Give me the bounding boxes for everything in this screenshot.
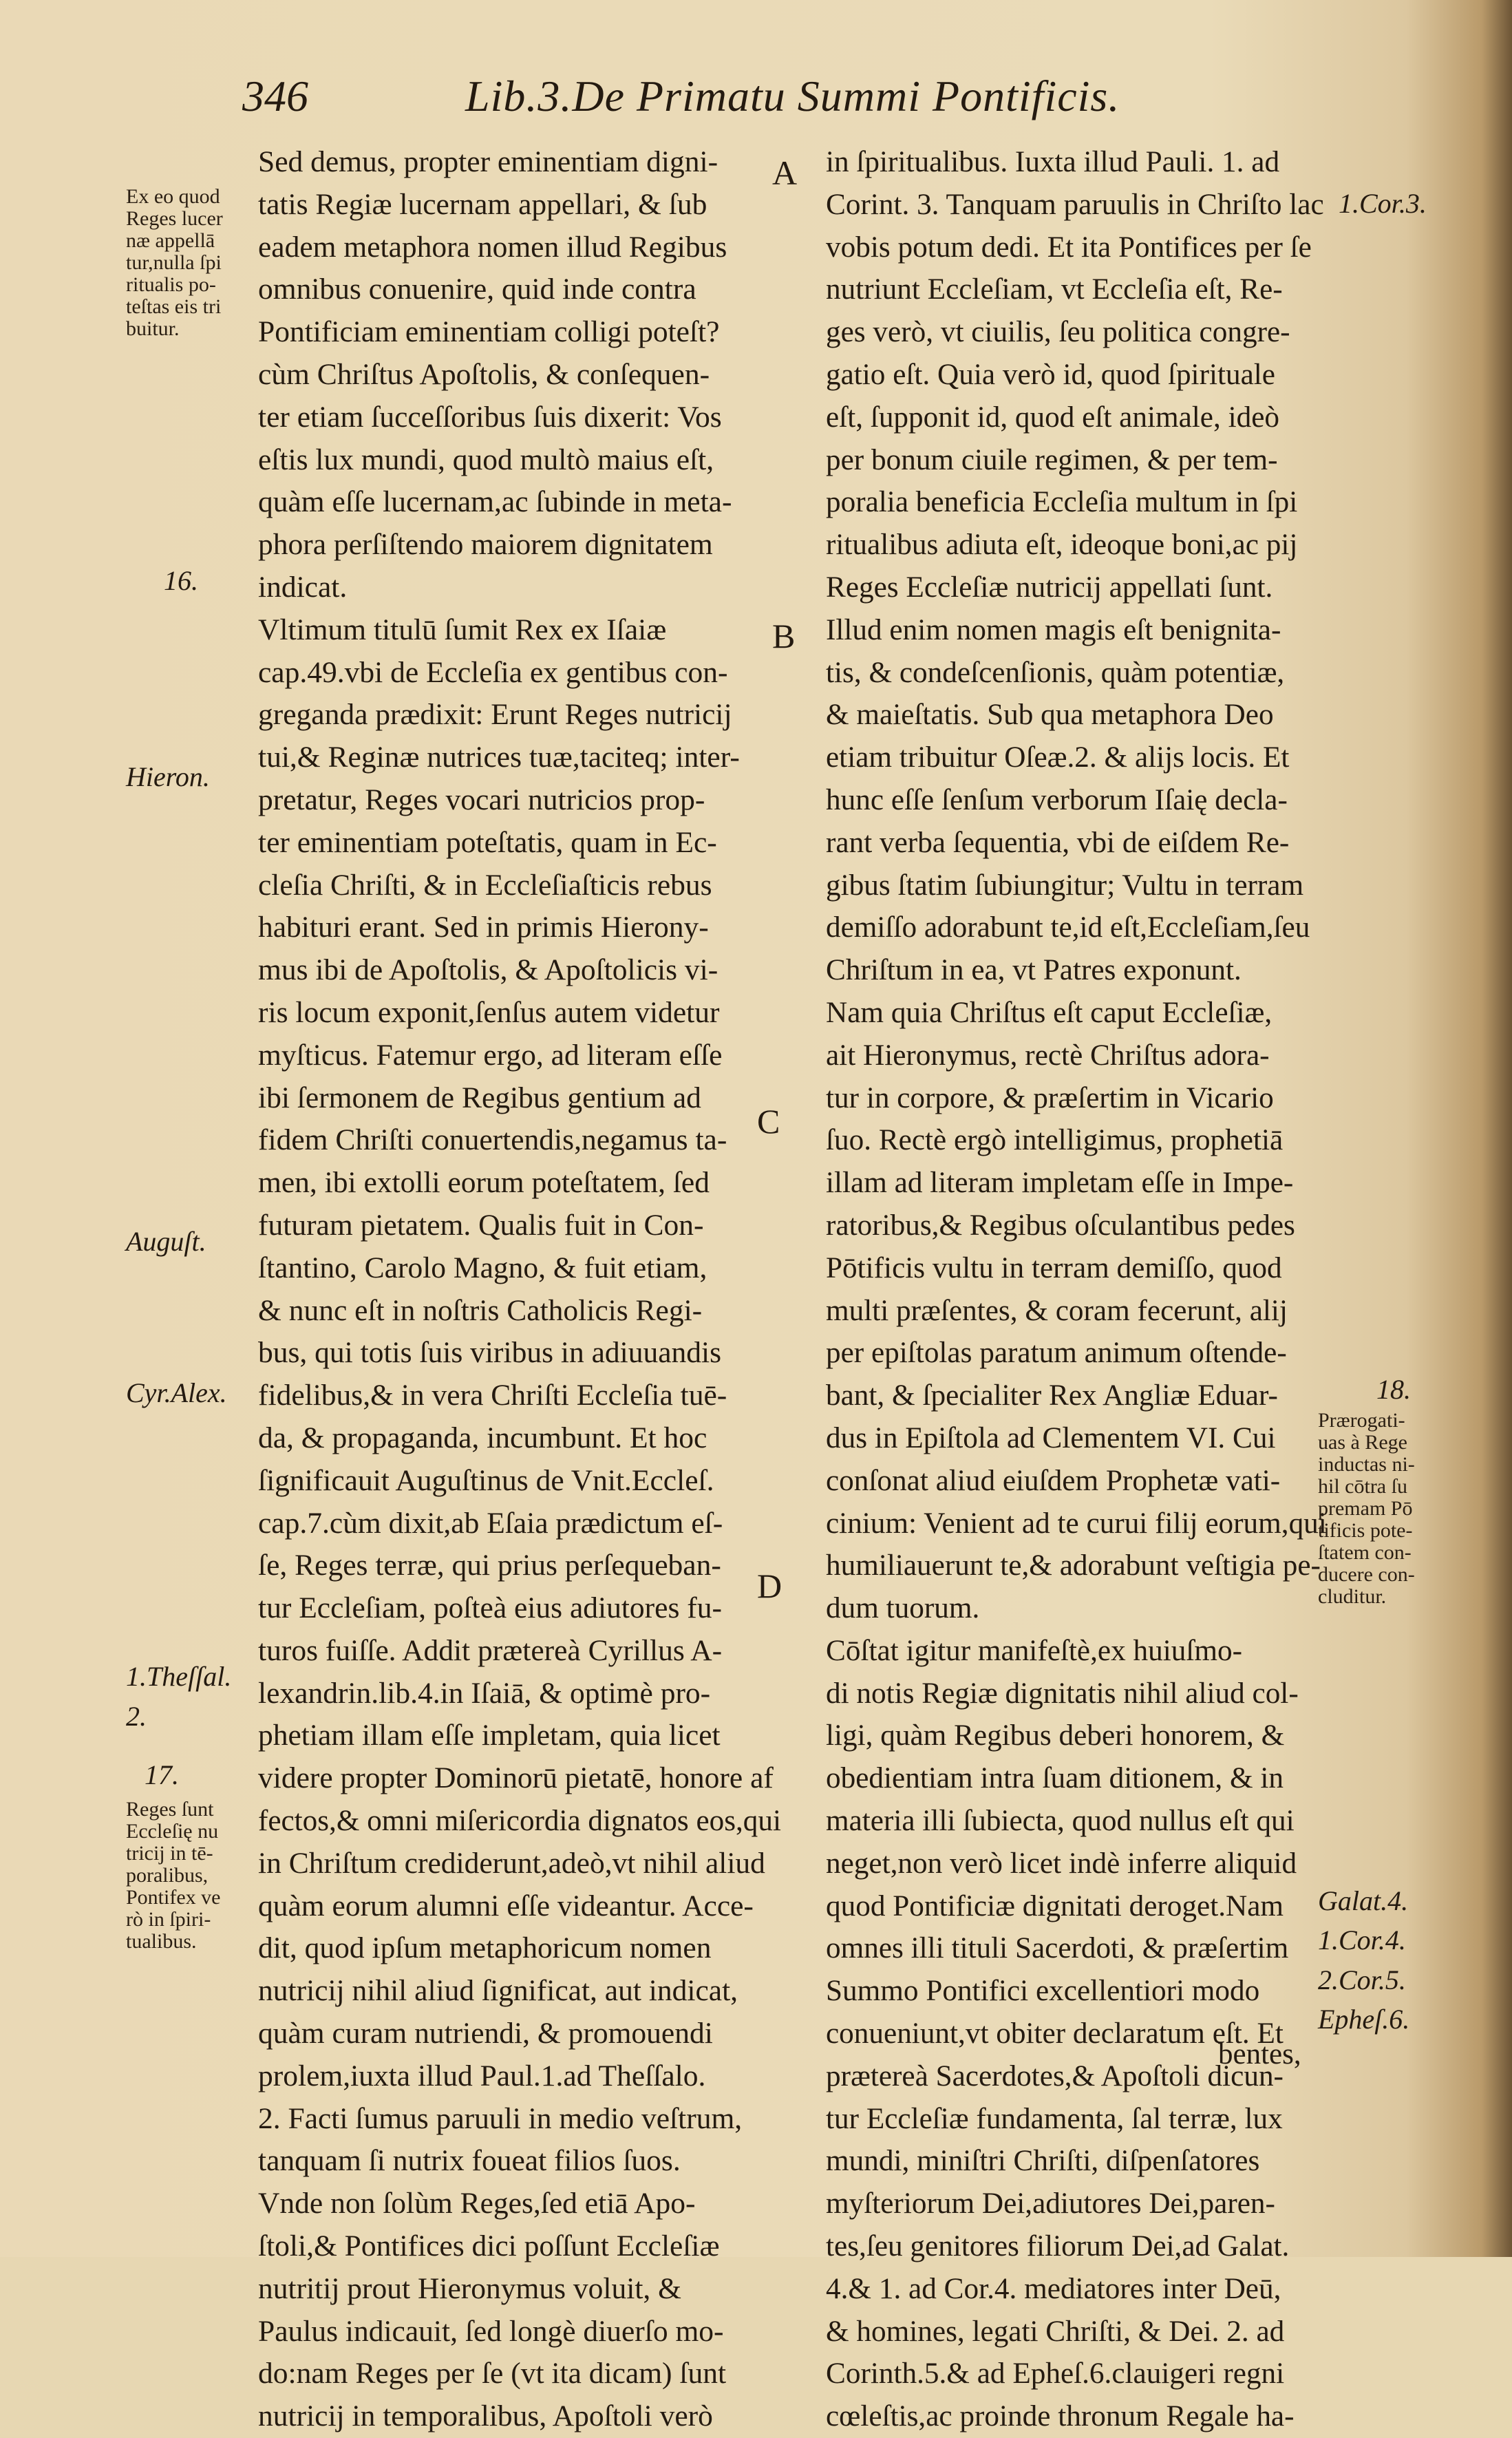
left-column-line: prolem,iuxta illud Paul.1.ad Theſſalo. [258,2059,706,2092]
catchword: bentes, [1218,2038,1301,2070]
left-column-line: Sed demus, propter eminentiam digni- [258,145,718,178]
right-column-line: illam ad literam impletam eſſe in Impe- [826,1166,1294,1200]
right-column-line: tis, & condeſcenſionis, quàm potentiæ, [826,655,1285,689]
left-column-line: turos fuiſſe. Addit prætereà Cyrillus A- [258,1633,723,1667]
right-column-line: vobis potum dedi. Et ita Pontifices per ſe [826,230,1312,264]
right-column-line: bant, & ſpecialiter Rex Angliæ Eduar- [826,1379,1278,1412]
right-column-line: nutriunt Eccleſiam, vt Eccleſia eſt, Re- [826,273,1283,306]
margin-ref-august: Auguſt. [126,1226,206,1257]
left-column-line: dit, quod ipſum metaphoricum nomen [258,1931,712,1965]
right-column-line: di notis Regiæ dignitatis nihil aliud col- [826,1676,1299,1710]
right-column-line: Corint. 3. Tanquam paruulis in Chriſto lac [826,187,1324,221]
right-column-line: ratoribus,& Regibus oſculantibus pedes [826,1208,1295,1242]
left-column-line: ris locum exponit,ſenſus autem videtur [258,995,720,1029]
right-column-line: ligi, quàm Regibus deberi honorem, & [826,1719,1285,1752]
left-column-line: da, & propaganda, incumbunt. Et hoc [258,1421,707,1454]
left-column-line: mus ibi de Apoſtolis, & Apoſtolicis vi- [258,953,718,987]
left-column-line: ſe, Reges terræ, qui prius perſequeban- [258,1549,721,1582]
margin-ref-thessal: 1.Theſſal. [126,1661,232,1692]
left-column-line: nutricij nihil aliud ſignificat, aut indicat, [258,1974,738,2008]
right-column-line: ritualibus adiuta eſt, ideoque boni,ac pij [826,528,1298,562]
margin-ref-thessal-chapter: 2. [126,1701,147,1732]
right-column-line: quod Pontificiæ dignitati deroget.Nam [826,1889,1284,1922]
left-column-line: cleſia Chriſti, & in Eccleſiaſticis rebus [258,868,712,902]
section-letter-c: C [757,1102,780,1141]
left-column-line: omnibus conuenire, quid inde contra [258,273,696,306]
left-column-line: in Chriſtum crediderunt,adeò,vt nihil aliud [258,1846,765,1880]
left-column-line: pretatur, Reges vocari nutricios prop- [258,783,705,816]
right-column-line: per bonum ciuile regimen, & per tem- [826,443,1278,476]
margin-ref-hieron: Hieron. [126,761,210,792]
margin-ref-galat-4: Galat.4. [1318,1885,1409,1916]
right-column-line: Corinth.5.& ad Epheſ.6.clauigeri regni [826,2357,1285,2391]
margin-number-16: 16. [164,565,198,596]
left-column-line: nutritij prout Hieronymus voluit, & [258,2271,682,2305]
left-column-line: myſticus. Fatemur ergo, ad literam eſſe [258,1038,723,1072]
right-column-line: etiam tribuitur Oſeæ.2. & alijs locis. Et [826,741,1290,774]
right-column-line: omnes illi tituli Sacerdoti, & præſertim [826,1931,1289,1965]
right-column-line: hunc eſſe ſenſum verborum Iſaię decla- [826,783,1288,816]
left-column-line: phetiam illam eſſe impletam, quia licet [258,1719,721,1752]
right-column-line: conſonat aliud eiuſdem Prophetæ vati- [826,1463,1281,1497]
left-column-line: men, ibi extolli eorum poteſtatem, ſed [258,1166,710,1200]
left-column-line: bus, qui totis ſuis viribus in adiuuandis [258,1336,722,1370]
left-column-line: tanquam ſi nutrix foueat filios ſuos. [258,2144,681,2178]
left-column-line: eadem metaphora nomen illud Regibus [258,230,727,264]
left-column-line: Vltimum titulū ſumit Rex ex Iſaiæ [258,613,667,646]
running-title: Lib.3.De Primatu Summi Pontificis. [465,72,1120,120]
margin-note-praerogativas: Prærogati- uas à Rege inductas ni- hil cōtra ſu premam Pō tificis pote- ſtatem con- ducere con- cluditur. [1318,1409,1415,1608]
right-column-line: dus in Epiſtola ad Clementem VI. Cui [826,1421,1276,1454]
right-column-line: eſt, ſupponit id, quod eſt animale, ideò [826,400,1280,434]
margin-ref-cor-5: 2.Cor.5. [1318,1964,1406,1995]
left-column-line: quàm curam nutriendi, & promouendi [258,2017,713,2050]
left-column-line: greganda prædixit: Erunt Reges nutricij [258,698,732,732]
left-text-column [258,141,781,2438]
left-column-line: nutricij in temporalibus, Apoſtoli verò [258,2399,713,2433]
left-column-line: lexandrin.lib.4.in Iſaiā, & optimè pro- [258,1676,711,1710]
left-column-line: ter eminentiam poteſtatis, quam in Ec- [258,825,717,859]
right-column-line: tur Eccleſiæ fundamenta, ſal terræ, lux [826,2101,1283,2135]
right-column-line: gibus ſtatim ſubiungitur; Vultu in terram [826,868,1304,902]
section-letter-d: D [757,1567,782,1605]
right-column-line: ait Hieronymus, rectè Chriſtus adora- [826,1038,1270,1072]
left-column-line: 2. Facti ſumus paruuli in medio veſtrum, [258,2101,743,2135]
left-column-line: videre propter Dominorū pietatē, honore af [258,1761,774,1795]
left-column-line: Pontificiam eminentiam colligi poteſt? [258,315,720,349]
left-column-line: fidelibus,& in vera Chriſti Eccleſia tuē- [258,1379,727,1412]
right-column-line: demiſſo adorabunt te,id eſt,Eccleſiam,ſeu [826,911,1310,944]
left-column-line: do:nam Reges per ſe (vt ita dicam) ſunt [258,2357,727,2391]
margin-note-reges-nutricij: Reges ſunt Eccleſię nu tricij in tē- poralibus, Pontifex ve rò in ſpiri- tualibus. [126,1798,221,1953]
right-column-line: Chriſtum in ea, vt Patres exponunt. [826,953,1242,987]
left-column-line: cap.7.cùm dixit,ab Eſaia prædictum eſ- [258,1506,723,1540]
left-column-line: futuram pietatem. Qualis fuit in Con- [258,1208,704,1242]
right-column-line: cinium: Venient ad te curui filij eorum,qui [826,1506,1327,1540]
right-column-line: gatio eſt. Quia verò id, quod ſpirituale [826,357,1275,391]
left-column-line: cap.49.vbi de Eccleſia ex gentibus con- [258,655,728,689]
right-column-line: Nam quia Chriſtus eſt caput Eccleſiæ, [826,995,1273,1029]
left-column-line: Vnde non ſolùm Reges,ſed etiā Apo- [258,2187,696,2220]
left-column-line: ter etiam ſucceſſoribus ſuis dixerit: Vos [258,400,722,434]
right-column-line: Cōſtat igitur manifeſtè,ex huiuſmo- [826,1633,1242,1667]
margin-ref-cor-3: 1.Cor.3. [1339,188,1427,219]
right-column-line: ges verò, vt ciuilis, ſeu politica congre- [826,315,1290,349]
left-column-line: quàm eſſe lucernam,ac ſubinde in meta- [258,485,732,519]
margin-number-17: 17. [145,1759,179,1790]
left-column-line: tatis Regiæ lucernam appellari, & ſub [258,187,707,221]
right-column-line: tur in corpore, & præſertim in Vicario [826,1081,1274,1114]
right-column-line: prætereà Sacerdotes,& Apoſtoli dicun- [826,2059,1284,2092]
left-column-line: tui,& Reginæ nutrices tuæ,taciteq; inter- [258,741,740,774]
right-column-line: mundi, miniſtri Chriſti, diſpenſatores [826,2144,1260,2178]
section-letter-a: A [772,153,798,192]
left-column-line: phora perſiſtendo maiorem dignitatem [258,528,713,562]
right-column-line: tes,ſeu genitores filiorum Dei,ad Galat. [826,2229,1290,2263]
left-column-line: fectos,& omni miſericordia dignatos eos,qui [258,1804,781,1838]
right-text-column [826,141,1363,2438]
section-letter-b: B [772,617,796,655]
right-column-line: ſuo. Rectè ergò intelligimus, prophetiā [826,1123,1284,1157]
right-column-line: 4.& 1. ad Cor.4. mediatores inter Deū, [826,2271,1281,2305]
right-column-line: obedientiam intra ſuam ditionem, & in [826,1761,1284,1795]
left-column-line: cùm Chriſtus Apoſtolis, & conſequen- [258,357,710,391]
right-column-line: Reges Eccleſiæ nutricij appellati ſunt. [826,570,1273,604]
right-column-line: multi præſentes, & coram fecerunt, alij [826,1293,1288,1327]
margin-ref-cyr-alex: Cyr.Alex. [126,1377,227,1408]
margin-ref-cor-4: 1.Cor.4. [1318,1925,1406,1955]
right-column-line: Pōtificis vultu in terram demiſſo, quod [826,1251,1282,1284]
margin-number-18: 18. [1376,1374,1411,1405]
right-column-line: poralia beneficia Eccleſia multum in ſpi [826,485,1298,519]
right-column-line: Illud enim nomen magis eſt benignita- [826,613,1281,646]
left-column-line: ſtoli,& Pontifices dici poſſunt Eccleſiæ [258,2229,720,2263]
left-column-line: tur Eccleſiam, poſteà eius adiutores fu- [258,1591,722,1625]
right-column-line: & homines, legati Chriſti, & Dei. 2. ad [826,2314,1285,2348]
left-column-line: fidem Chriſti conuertendis,negamus ta- [258,1123,727,1157]
left-column-line: habituri erant. Sed in primis Hierony- [258,911,709,944]
left-column-line: eſtis lux mundi, quod multò maius eſt, [258,443,714,476]
right-column-line: & maieſtatis. Sub qua metaphora Deo [826,698,1274,732]
right-column-line: myſteriorum Dei,adiutores Dei,paren- [826,2187,1275,2220]
page-number: 346 [242,72,308,120]
left-column-line: ſtantino, Carolo Magno, & fuit etiam, [258,1251,707,1284]
left-column-line: quàm eorum alumni eſſe videantur. Acce- [258,1889,754,1922]
right-column-line: dum tuorum. [826,1591,980,1625]
left-column-line: ſignificauit Auguſtinus de Vnit.Eccleſ. [258,1463,714,1497]
right-column-line: Summo Pontifici excellentiori modo [826,1974,1260,2008]
right-column-line: in ſpiritualibus. Iuxta illud Pauli. 1. ad [826,145,1280,178]
right-column-line: rant verba ſequentia, vbi de eiſdem Re- [826,825,1290,859]
right-column-line: humiliauerunt te,& adorabunt veſtigia pe- [826,1549,1321,1582]
right-column-line: conueniunt,vt obiter declaratum eſt. Et [826,2017,1284,2050]
right-column-line: per epiſtolas paratum animum oſtende- [826,1336,1287,1370]
left-column-line: & nunc eſt in noſtris Catholicis Regi- [258,1293,703,1327]
margin-note-reges-lucernae: Ex eo quod Reges lucer næ appellā tur,nulla ſpi ritualis po- teſtas eis tri buitur. [126,185,223,340]
right-column-line: cœleſtis,ac proinde thronum Regale ha- [826,2399,1295,2433]
left-column-line: ibi ſermonem de Regibus gentium ad [258,1081,701,1114]
left-column-line: indicat. [258,570,348,604]
left-column-line: Paulus indicauit, ſed longè diuerſo mo- [258,2314,724,2348]
right-column-line: materia illi ſubiecta, quod nullus eſt qui [826,1804,1295,1838]
right-column-line: neget,non verò licet indè inferre aliquid [826,1846,1297,1880]
margin-ref-ephes-6: Epheſ.6. [1318,2004,1410,2035]
